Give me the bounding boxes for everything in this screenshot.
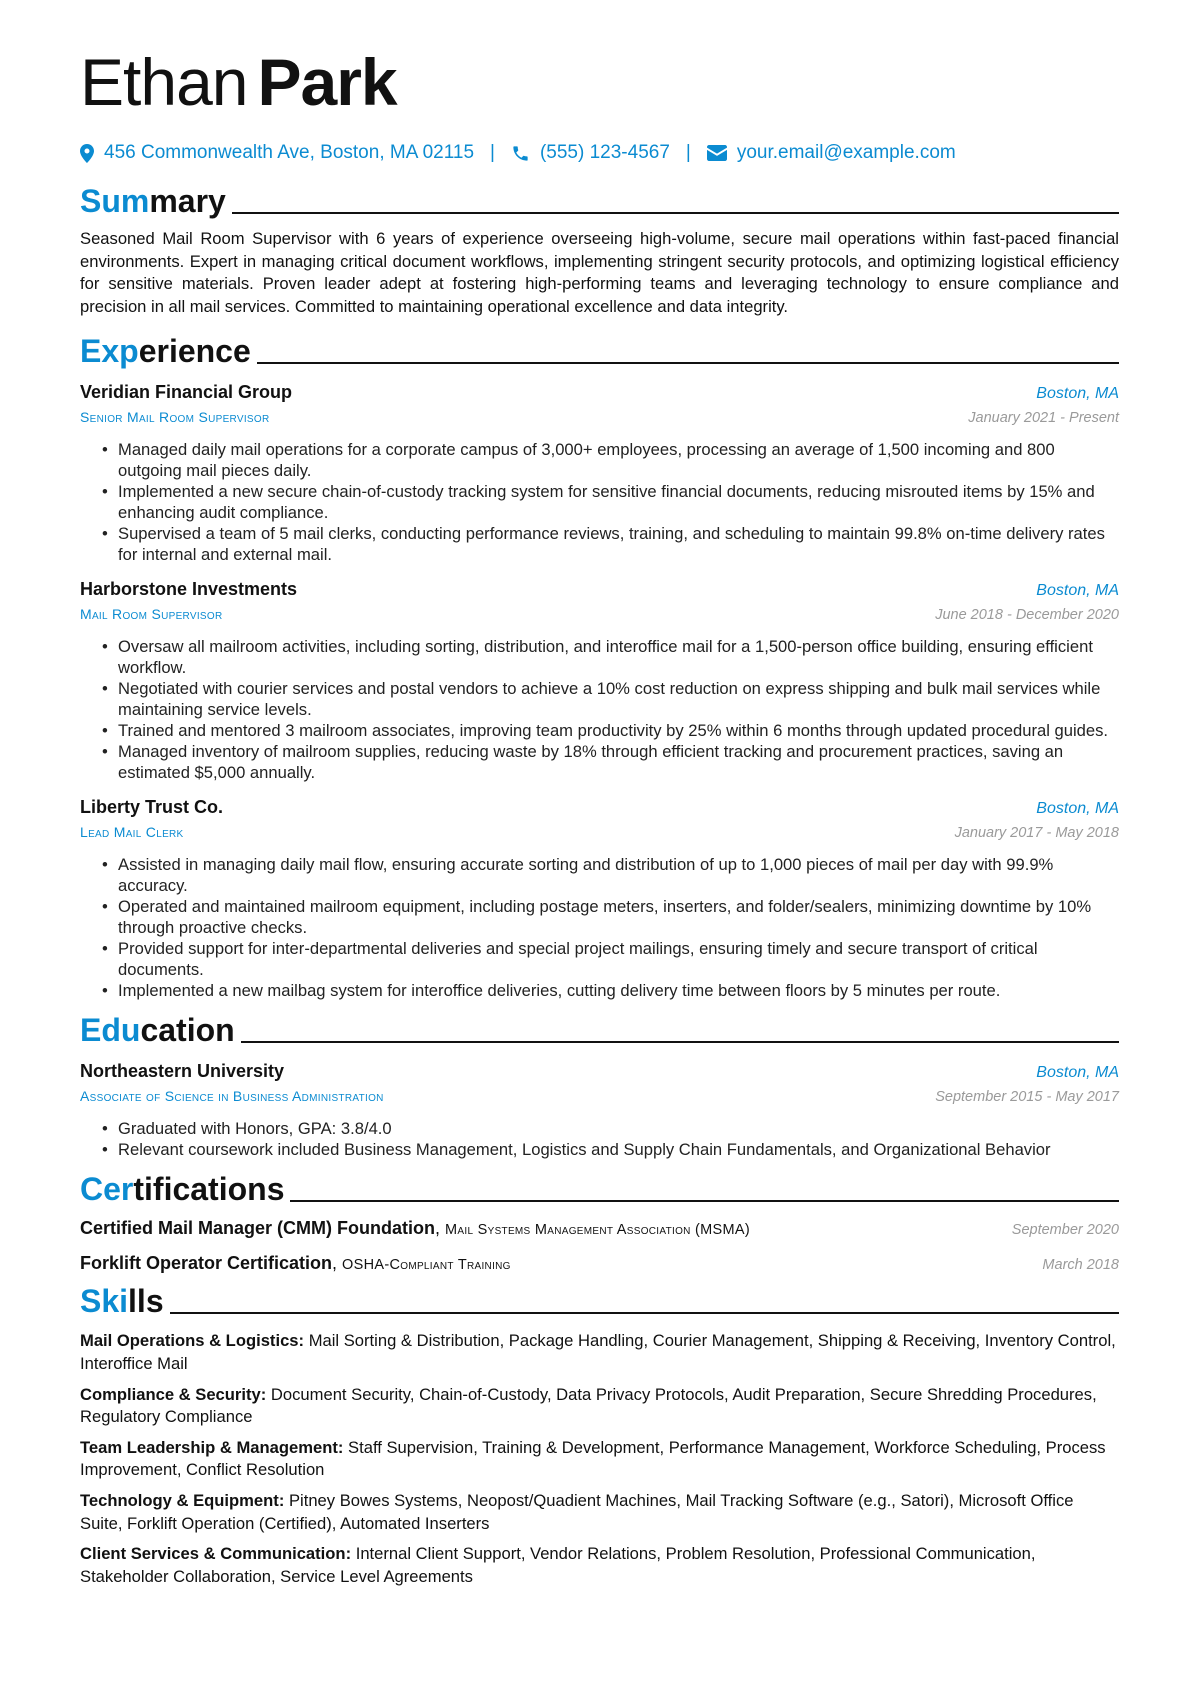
section-title (80, 1170, 284, 1208)
section-title-rest: mary (149, 183, 226, 219)
section-title (80, 332, 251, 370)
education-detail-item: • Graduated with Honors, GPA: 3.8/4.0 (102, 1118, 1119, 1139)
phone-icon (511, 144, 530, 163)
skill-group-label: Compliance & Security: (80, 1384, 267, 1404)
achievement-item: • Managed inventory of mailroom supplies, reducing waste by 18% through efficient tracking and procurement practices, saving an estimated $5,000 annually. (102, 741, 1119, 783)
section-title (80, 1011, 235, 1049)
achievement-item: • Oversaw all mailroom activities, including sorting, distribution, and interoffice mail for a 1,500-person office building, ensuring efficient workflow. (102, 636, 1119, 678)
achievement-item: • Implemented a new secure chain-of-custody tracking system for sensitive financial documents, reducing misrouted items by 15% and enhancing audit compliance. (102, 481, 1119, 523)
contact-separator: | (490, 142, 495, 163)
location-pin-icon (80, 144, 94, 163)
email-text: your.email@example.com (736, 142, 956, 163)
section-rule (170, 1312, 1119, 1314)
school-name: Northeastern University (80, 1061, 285, 1082)
entry-location: Boston, MA (1036, 582, 1119, 600)
skill-group-values: Mail Sorting & Distribution, Package Handling, Courier Management, Shipping & Receiving, Inventory Control, Interoffice Mail (80, 1331, 1116, 1373)
address-text: 456 Commonwealth Ave, Boston, MA 02115 (104, 142, 475, 163)
summary-text: Seasoned Mail Room Supervisor with 6 years of experience overseeing high-volume, secure mail operations within fast-paced financial environments. Expert in managing critical document workflows, implementing stringent security protocols, and optimizing logistical efficiency for sensitive materials. Proven leader adept at fostering high-performing teams and leveraging technology to ensure compliance and precision in all mail services. Committed to maintaining operational excellence and data integrity. (80, 229, 1119, 316)
skill-group-label: Mail Operations & Logistics: (80, 1331, 305, 1351)
certification-date: March 2018 (1042, 1257, 1119, 1274)
certification-name: Forklift Operator Certification (80, 1253, 333, 1274)
education-detail-item: • Relevant coursework included Business Management, Logistics and Supply Chain Fundamentals, and Organizational Behavior (102, 1139, 1119, 1160)
skill-group-label: Client Services & Communication: (80, 1544, 352, 1564)
skill-group-values: Staff Supervision, Training & Development, Performance Management, Workforce Scheduling, Process Improvement, Conflict Resolution (80, 1437, 1106, 1480)
experience-entry (80, 795, 1119, 1001)
entry-dates: January 2017 - May 2018 (954, 825, 1119, 842)
achievement-item: • Provided support for inter-departmental deliveries and special project mailings, ensuring timely and secure transport of critical documents. (102, 938, 1119, 980)
entry-location: Boston, MA (1036, 800, 1119, 818)
skill-group-values: Pitney Bowes Systems, Neopost/Quadient Machines, Mail Tracking Software (e.g., Satori), Microsoft Office Suite, Forklift Operation (Certified), Automated Inserters (80, 1490, 1074, 1533)
education-heading (80, 1009, 1119, 1049)
achievement-list (102, 439, 1119, 565)
section-title-accent: Cer (80, 1171, 134, 1208)
certification-item (80, 1253, 1119, 1274)
contact-separator: | (685, 142, 691, 163)
section-title-rest: cation (140, 1012, 235, 1049)
section-title-rest: erience (138, 333, 251, 370)
section-title (80, 182, 226, 220)
experience-entry (80, 380, 1119, 565)
section-title-accent: Edu (80, 1012, 141, 1049)
achievement-list (102, 854, 1119, 1001)
achievement-list (102, 636, 1119, 783)
achievement-item: • Trained and mentored 3 mailroom associates, improving team productivity by 25% within 6 months through updated procedural guides. (102, 720, 1119, 741)
experience-entry (80, 577, 1119, 783)
certification-issuer: OSHA-Compliant Training (342, 1257, 511, 1274)
skill-group (80, 1384, 1119, 1429)
achievement-item: • Managed daily mail operations for a corporate campus of 3,000+ employees, processing an average of 1,500 incoming and 800 outgoing mail pieces daily. (102, 439, 1119, 481)
section-rule (241, 1041, 1119, 1043)
employer-name: Liberty Trust Co. (80, 797, 224, 818)
education-entry (80, 1059, 1119, 1160)
degree-title: Associate of Science in Business Administration (80, 1088, 384, 1105)
section-title-accent: Ski (80, 1283, 129, 1320)
achievement-item: • Implemented a new mailbag system for interoffice deliveries, cutting delivery time between floors by 5 minutes per route. (102, 980, 1119, 1001)
entry-dates: June 2018 - December 2020 (935, 607, 1119, 624)
achievement-item: • Assisted in managing daily mail flow, ensuring accurate sorting and distribution of up to 1,000 pieces of mail per day with 99.9% accuracy. (102, 854, 1119, 896)
candidate-name (80, 42, 1119, 122)
employer-name: Veridian Financial Group (80, 382, 293, 403)
certification-comma: , (332, 1253, 343, 1274)
contact-bar (80, 140, 1119, 166)
job-title: Lead Mail Clerk (80, 824, 184, 841)
section-rule (257, 362, 1119, 364)
skill-group (80, 1437, 1119, 1482)
section-title-rest: lls (128, 1283, 164, 1320)
entry-dates: September 2015 - May 2017 (935, 1089, 1119, 1106)
certification-date: September 2020 (1011, 1222, 1119, 1239)
skill-group-values: Internal Client Support, Vendor Relations, Problem Resolution, Professional Communication, Stakeholder Collaboration, Service Level Agreements (80, 1544, 1036, 1586)
envelope-icon (707, 145, 727, 161)
last-name: Park (257, 45, 397, 119)
certification-item (80, 1218, 1119, 1239)
phone-item[interactable] (511, 142, 670, 164)
section-title-rest: tifications (133, 1171, 285, 1208)
certification-issuer: Mail Systems Management Association (MSMA) (445, 1222, 750, 1239)
section-title (80, 1282, 164, 1320)
achievement-item: • Negotiated with courier services and postal vendors to achieve a 10% cost reduction on express shipping and bulk mail services while maintaining service levels. (102, 678, 1119, 720)
certification-name: Certified Mail Manager (CMM) Foundation (80, 1218, 435, 1239)
employer-name: Harborstone Investments (80, 579, 298, 600)
skill-group (80, 1543, 1119, 1588)
resume-page (80, 42, 1119, 1588)
achievement-item: • Supervised a team of 5 mail clerks, conducting performance reviews, training, and scheduling to maintain 99.8% on-time delivery rates for internal and external mail. (102, 523, 1119, 565)
section-rule (232, 212, 1119, 214)
achievement-item: • Operated and maintained mailroom equipment, including postage meters, inserters, and folder/sealers, minimizing downtime by 10% through proactive checks. (102, 896, 1119, 938)
section-rule (290, 1200, 1119, 1202)
skill-group-label: Team Leadership & Management: (80, 1437, 344, 1457)
address-item (80, 142, 474, 164)
section-title-accent: Exp (80, 333, 139, 370)
first-name: Ethan (80, 45, 248, 119)
experience-heading (80, 330, 1119, 370)
job-title: Senior Mail Room Supervisor (80, 409, 270, 426)
phone-text: (555) 123-4567 (539, 142, 670, 163)
certifications-heading (80, 1168, 1119, 1208)
email-item[interactable] (707, 142, 956, 164)
job-title: Mail Room Supervisor (80, 606, 223, 623)
certification-comma: , (435, 1218, 446, 1239)
skill-group (80, 1330, 1119, 1375)
education-detail-list (102, 1118, 1119, 1160)
entry-location: Boston, MA (1036, 1064, 1119, 1082)
skill-group-label: Technology & Equipment: (80, 1490, 285, 1510)
entry-location: Boston, MA (1036, 385, 1119, 403)
skills-heading (80, 1280, 1119, 1320)
skill-group (80, 1490, 1119, 1535)
entry-dates: January 2021 - Present (968, 410, 1119, 427)
summary-heading (80, 180, 1119, 220)
section-title-accent: Sum (80, 183, 150, 219)
skill-group-values: Document Security, Chain-of-Custody, Data Privacy Protocols, Audit Preparation, Secure Shredding Procedures, Regulatory Compliance (80, 1384, 1097, 1427)
